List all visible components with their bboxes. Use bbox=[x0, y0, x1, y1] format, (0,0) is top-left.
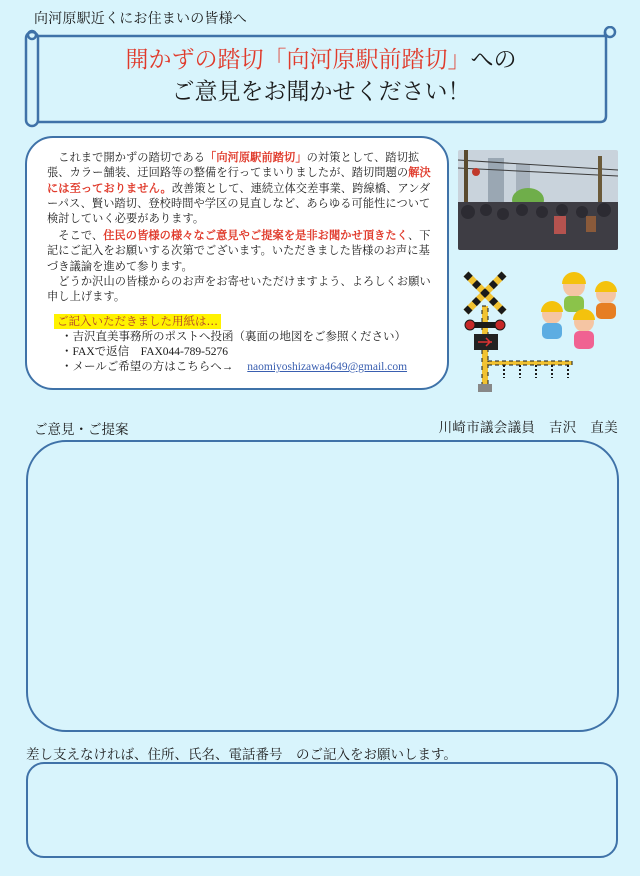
opinion-section-label: ご意見・ご提案 bbox=[34, 422, 129, 438]
intro-paragraph-2 bbox=[47, 228, 437, 274]
text: 、下記にご記入をお願いする次第でございます。いただきました皆様のお声に基づき議論を進めて参ります。 bbox=[47, 229, 431, 273]
submission-method-fax: ・FAXで返信 FAX044-789-5276 bbox=[61, 346, 228, 358]
banner-title-line-2: ご意見をお聞かせください！ bbox=[171, 79, 471, 105]
crossing-name-emphasis: 「向河原駅前踏切」 bbox=[205, 151, 307, 164]
banner-title-black: への bbox=[470, 47, 517, 73]
intro-paragraph-1 bbox=[47, 150, 437, 226]
text: これまで開かずの踏切である bbox=[47, 151, 206, 164]
contact-writing-area[interactable] bbox=[26, 762, 618, 858]
text: ・メールご希望の方はこちらへ→ bbox=[61, 361, 234, 373]
railroad-crossing-children-illustration bbox=[456, 266, 636, 394]
banner-title-red: 開かずの踏切「向河原駅前踏切」 bbox=[125, 47, 471, 73]
salutation: 向河原駅近くにお住まいの皆様へ bbox=[34, 11, 247, 27]
contact-section-label: 差し支えなければ、住所、氏名、電話番号 のご記入をお願いします。 bbox=[26, 747, 457, 763]
text: そこで、 bbox=[47, 229, 104, 242]
opinion-writing-area[interactable] bbox=[26, 440, 619, 732]
request-emphasis: 住民の皆様の様々なご意見やご提案を是非お聞かせ頂きたく bbox=[103, 229, 408, 242]
banner-title-line-1 bbox=[24, 44, 618, 76]
text: 改善策として、連続立体交差事業、跨線橋、アンダーパス、賢い踏切、登校時間や学区の見直しなど、あらゆる可能性について検討していく必要があります。 bbox=[47, 181, 431, 226]
intro-paragraph-3: どうか沢山の皆様からのお声をお寄せいただけますよう、よろしくお願い申し上げます。 bbox=[47, 275, 431, 304]
submission-methods-list bbox=[61, 330, 407, 375]
intro-message-box bbox=[25, 136, 449, 390]
submission-heading: ご記入いただきました用紙は… bbox=[54, 314, 221, 329]
submission-method-email bbox=[61, 360, 407, 375]
text: の対策として、踏切拡張、カラー舗装、迂回路等の整備を行ってまいりましたが、踏切問題の bbox=[47, 151, 420, 180]
submission-method-post: ・吉沢直美事務所のポストへ投函（裏面の地図をご参照ください） bbox=[61, 331, 406, 343]
author-name: 川崎市議会議員 吉沢 直美 bbox=[438, 420, 618, 436]
unresolved-emphasis: 解決には至っておりません。 bbox=[47, 166, 431, 195]
email-link[interactable]: naomiyoshizawa4649@gmail.com bbox=[247, 361, 408, 373]
title-banner-scroll bbox=[24, 26, 618, 130]
crossing-crowd-photo bbox=[458, 150, 618, 250]
